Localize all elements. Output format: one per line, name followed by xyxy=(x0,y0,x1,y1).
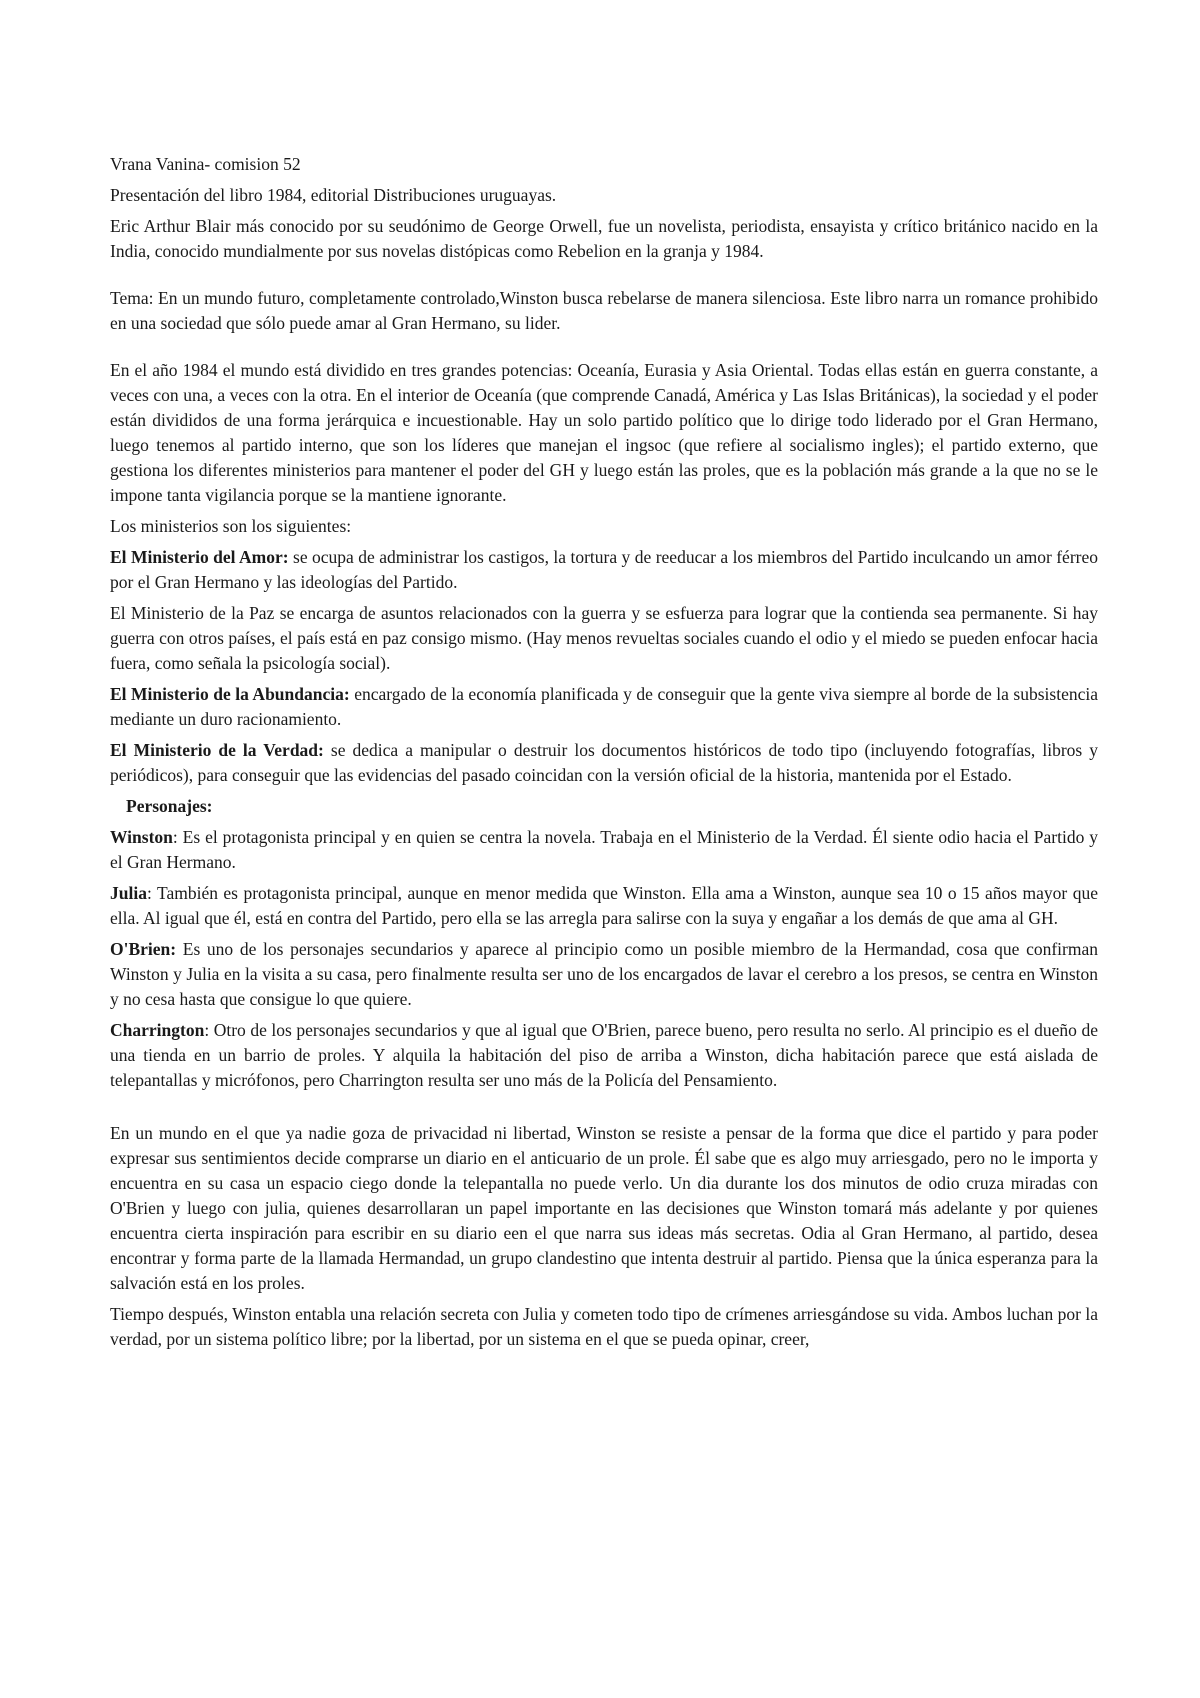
character-winston xyxy=(110,825,1098,875)
ministry-abundancia xyxy=(110,682,1098,732)
character-name: O'Brien: xyxy=(110,939,177,959)
character-text: : También es protagonista principal, aunque en menor medida que Winston. Ella ama a Winston, aunque sea 10 o 15 años mayor que ella. Al igual que él, está en contra del Partido, pero ella se las arregla para salirse con la suya y engañar a los demás de que ama al GH. xyxy=(110,883,1098,928)
ministries-intro: Los ministerios son los siguientes: xyxy=(110,516,352,536)
world-paragraph: En el año 1984 el mundo está dividido en tres grandes potencias: Oceanía, Eurasia y Asia Oriental. Todas ellas están en guerra constante, a veces con una, a veces con la otra. En el interior de Oceanía (que comprende Canadá, América y Las Islas Británicas), la sociedad y el poder están divididos de una forma jerárquica e incuestionable. Hay un solo partido político que lo dirige todo liderado por el Gran Hermano, luego tenemos al partido interno, que son los líderes que manejan el ingsoc (que refiere al socialismo ingles); el partido externo, que gestiona los diferentes ministerios para mantener el poder del GH y luego están las proles, que es la población más grande a la que no se le impone tanta vigilancia porque se la mantiene ignorante. xyxy=(110,360,1098,505)
ministry-paz xyxy=(110,601,1098,676)
ministry-name: El Ministerio del Amor: xyxy=(110,547,289,567)
ministry-amor xyxy=(110,545,1098,595)
ministry-text: se ocupa de administrar los castigos, la tortura y de reeducar a los miembros del Partido inculcando un amor férreo por el Gran Hermano y las ideologías del Partido. xyxy=(110,547,1098,592)
ministry-text: encargado de la economía planificada y de conseguir que la gente viva siempre al borde de la subsistencia mediante un duro racionamiento. xyxy=(110,684,1098,729)
character-name: Julia xyxy=(110,883,147,903)
author-line: Vrana Vanina- comision 52 xyxy=(110,154,301,174)
ministry-text: se dedica a manipular o destruir los documentos históricos de todo tipo (incluyendo fotografías, libros y periódicos), para conseguir que las evidencias del pasado coincidan con la versión oficial de la historia, mantenida por el Estado. xyxy=(110,740,1098,785)
character-obrien xyxy=(110,937,1098,1012)
characters-heading: Personajes: xyxy=(126,796,213,816)
ministry-text: El Ministerio de la Paz se encarga de asuntos relacionados con la guerra y se esfuerza para lograr que la contienda sea permanente. Si hay guerra con otros países, el país está en paz consigo mismo. (Hay menos revueltas sociales cuando el odio y el miedo se pueden enfocar hacia fuera, como señala la psicología social). xyxy=(110,603,1098,673)
presentation-line: Presentación del libro 1984, editorial Distribuciones uruguayas. xyxy=(110,185,557,205)
character-text: : Otro de los personajes secundarios y que al igual que O'Brien, parece bueno, pero resulta no serlo. Al principio es el dueño de una tienda en un barrio de proles. Y alquila la habitación del piso de arriba a Winston, dicha habitación parece que está aislada de telepantallas y micrófonos, pero Charrington resulta ser uno más de la Policía del Pensamiento. xyxy=(110,1020,1098,1090)
character-name: Charrington xyxy=(110,1020,205,1040)
ministry-name: El Ministerio de la Verdad: xyxy=(110,740,324,760)
plot-paragraph-1: En un mundo en el que ya nadie goza de privacidad ni libertad, Winston se resiste a pensar de la forma que dice el partido y para poder expresar sus sentimientos decide comprarse un diario en el anticuario de un prole. Él sabe que es algo muy arriesgado, pero no le importa y encuentra en su casa un espacio ciego donde la telepantalla no puede verlo. Un dia durante los dos minutos de odio cruza miradas con O'Brien y luego con julia, quienes desarrollaran un papel importante en las decisiones que Winston tomará más adelante y por quienes encuentra cierta inspiración para escribir en su diario een el que narra sus ideas más secretas. Odia al Gran Hermano, al partido, desea encontrar y forma parte de la llamada Hermandad, un grupo clandestino que intenta destruir al partido. Piensa que la única esperanza para la salvación está en los proles. xyxy=(110,1123,1098,1293)
tema-paragraph: Tema: En un mundo futuro, completamente controlado,Winston busca rebelarse de manera silenciosa. Este libro narra un romance prohibido en una sociedad que sólo puede amar al Gran Hermano, su lider. xyxy=(110,288,1098,333)
character-text: : Es el protagonista principal y en quien se centra la novela. Trabaja en el Ministerio de la Verdad. Él siente odio hacia el Partido y el Gran Hermano. xyxy=(110,827,1098,872)
character-text: Es uno de los personajes secundarios y aparece al principio como un posible miembro de la Hermandad, cosa que confirman Winston y Julia en la visita a su casa, pero finalmente resulta ser uno de los encargados de lavar el cerebro a los presos, se centra en Winston y no cesa hasta que consigue lo que quiere. xyxy=(110,939,1098,1009)
intro-paragraph: Eric Arthur Blair más conocido por su seudónimo de George Orwell, fue un novelista, periodista, ensayista y crítico británico nacido en la India, conocido mundialmente por sus novelas distópicas como Rebelion en la granja y 1984. xyxy=(110,216,1098,261)
character-julia xyxy=(110,881,1098,931)
ministry-name: El Ministerio de la Abundancia: xyxy=(110,684,350,704)
character-charrington xyxy=(110,1018,1098,1093)
ministry-verdad xyxy=(110,738,1098,788)
plot-paragraph-2: Tiempo después, Winston entabla una relación secreta con Julia y cometen todo tipo de crímenes arriesgándose su vida. Ambos luchan por la verdad, por un sistema político libre; por la libertad, por un sistema en el que se pueda opinar, creer, xyxy=(110,1304,1098,1349)
character-name: Winston xyxy=(110,827,173,847)
